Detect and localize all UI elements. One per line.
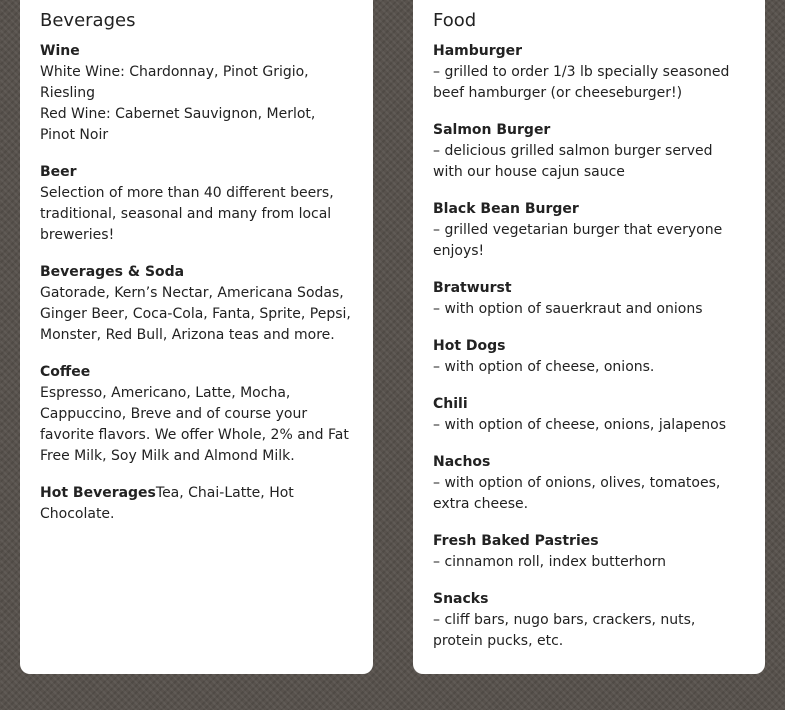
menu-item-beverages-soda (40, 262, 353, 346)
item-description: Selection of more than 40 different beers, traditional, seasonal and many from local breweries! (40, 185, 334, 243)
beverages-card (20, 0, 373, 674)
item-name: Salmon Burger (433, 122, 551, 138)
menu-item-wine (40, 41, 353, 146)
item-description: – with option of cheese, onions, jalapenos (433, 417, 727, 433)
food-card (413, 0, 765, 674)
food-list (433, 41, 745, 652)
item-description: – with option of onions, olives, tomatoes, extra cheese. (433, 475, 721, 512)
beverages-list (40, 41, 353, 525)
item-description: – grilled to order 1/3 lb specially seasoned beef hamburger (or cheeseburger!) (433, 64, 730, 101)
menu-item-hot-beverages (40, 483, 353, 525)
item-description: Red Wine: Cabernet Sauvignon, Merlot, Pinot Noir (40, 106, 316, 143)
menu-item-bratwurst (433, 278, 745, 320)
item-name: Snacks (433, 591, 489, 607)
item-name: Nachos (433, 454, 491, 470)
item-description: – delicious grilled salmon burger served with our house cajun sauce (433, 143, 713, 180)
item-name: Coffee (40, 364, 91, 380)
item-name: Beverages & Soda (40, 264, 185, 280)
menu-item-coffee (40, 362, 353, 467)
food-title: Food (433, 10, 477, 31)
item-description: – with option of cheese, onions. (433, 359, 655, 375)
item-description: – grilled vegetarian burger that everyone enjoys! (433, 222, 723, 259)
item-description: Gatorade, Kern’s Nectar, Americana Sodas, Ginger Beer, Coca-Cola, Fanta, Sprite, Pepsi, Monster, Red Bull, Arizona teas and more. (40, 285, 351, 343)
menu-item-chili (433, 394, 745, 436)
item-description: – cinnamon roll, index butterhorn (433, 554, 667, 570)
item-name: Fresh Baked Pastries (433, 533, 599, 549)
item-name: Beer (40, 164, 77, 180)
menu-item-salmon-burger (433, 120, 745, 183)
beverages-title: Beverages (40, 10, 136, 31)
menu-item-hamburger (433, 41, 745, 104)
menu-item-nachos (433, 452, 745, 515)
menu-item-snacks (433, 589, 745, 652)
item-name: Wine (40, 43, 80, 59)
menu-item-black-bean-burger (433, 199, 745, 262)
item-name: Hot Beverages (40, 485, 156, 501)
item-description: White Wine: Chardonnay, Pinot Grigio, Riesling (40, 64, 309, 101)
menu-item-beer (40, 162, 353, 246)
item-description: Espresso, Americano, Latte, Mocha, Cappuccino, Breve and of course your favorite flavors. We offer Whole, 2% and Fat Free Milk, Soy Milk and Almond Milk. (40, 385, 349, 464)
item-name: Bratwurst (433, 280, 512, 296)
item-name: Hamburger (433, 43, 523, 59)
menu-item-hot-dogs (433, 336, 745, 378)
item-description: – cliff bars, nugo bars, crackers, nuts, protein pucks, etc. (433, 612, 696, 649)
item-name: Hot Dogs (433, 338, 506, 354)
menu-item-fresh-baked-pastries (433, 531, 745, 573)
item-name: Chili (433, 396, 468, 412)
item-description: Tea, Chai-Latte, Hot Chocolate. (40, 485, 294, 522)
item-name: Black Bean Burger (433, 201, 579, 217)
item-description: – with option of sauerkraut and onions (433, 301, 703, 317)
